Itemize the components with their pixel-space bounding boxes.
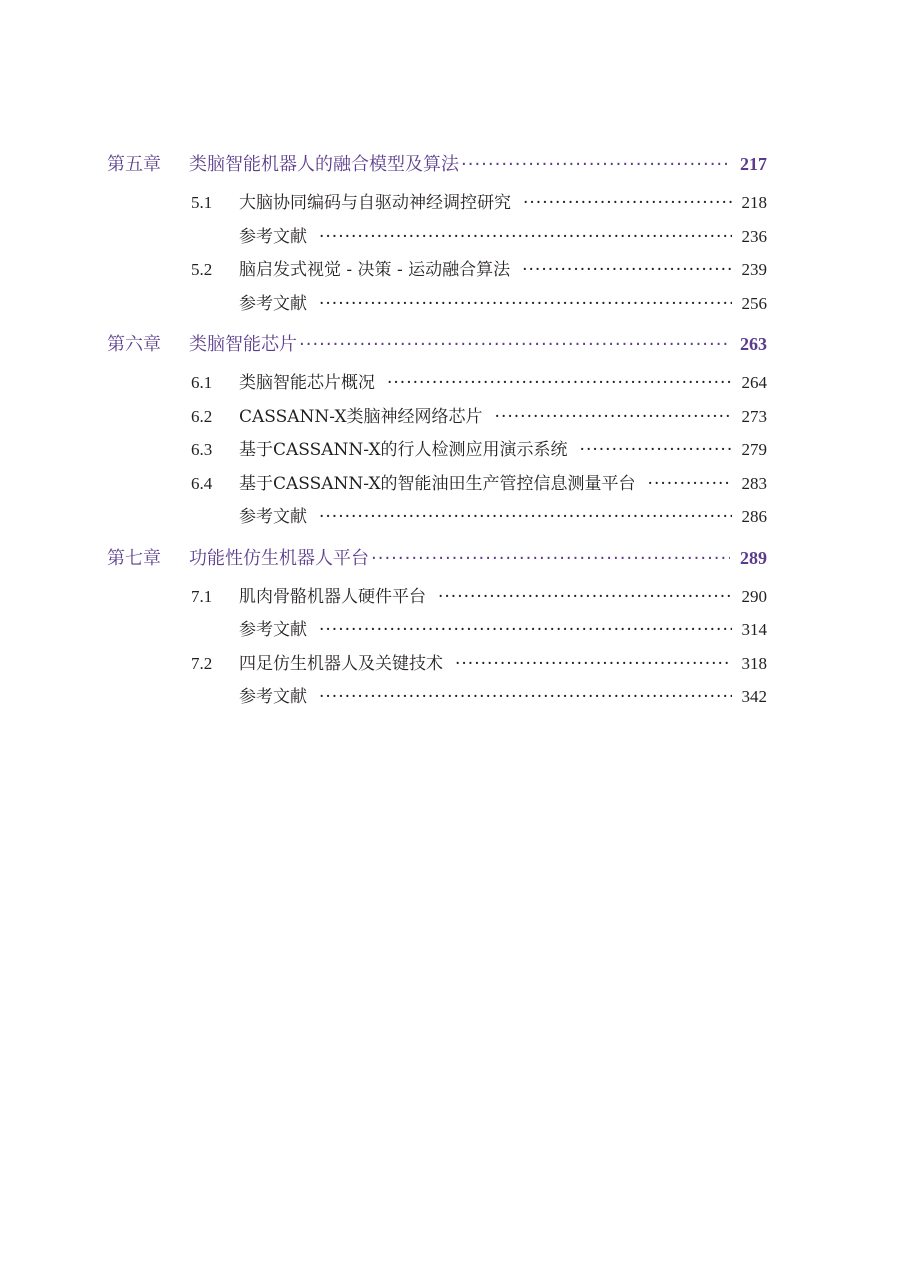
toc-entry-references[interactable]: [107, 289, 767, 323]
toc-entry[interactable]: [107, 469, 767, 503]
toc-entry-references[interactable]: [107, 615, 767, 649]
section-number: 6.4: [191, 473, 213, 493]
toc-entry-references[interactable]: [107, 222, 767, 256]
references-title: 参考文献: [239, 620, 307, 640]
dot-leader: [387, 373, 732, 393]
section-number: 6.3: [191, 440, 213, 459]
toc-entry[interactable]: [107, 188, 767, 222]
section-number: 7.1: [191, 586, 213, 606]
dot-leader: [522, 260, 731, 280]
section-title: 肌肉骨骼机器人硬件平台: [239, 586, 426, 607]
section-page-number: 342: [741, 687, 767, 706]
dot-leader: [319, 227, 732, 247]
dot-leader: [648, 474, 732, 494]
references-title: 参考文献: [239, 687, 307, 707]
section-page-number: 286: [741, 507, 767, 526]
section-number: 6.1: [191, 373, 213, 392]
chapter-number: 第五章: [107, 154, 161, 175]
section-page-number: 236: [741, 226, 767, 246]
chapter-page-number: 263: [740, 334, 767, 354]
chapter-6-sections: [107, 368, 767, 536]
section-page-number: 314: [741, 620, 767, 639]
section-title: 大脑协同编码与自驱动神经调控研究: [239, 193, 511, 213]
chapter-page-number: 289: [740, 547, 767, 568]
section-title: 基于CASSANN-X的智能油田生产管控信息测量平台: [239, 473, 636, 494]
chapter-7-heading[interactable]: [107, 544, 767, 578]
section-number: 6.2: [191, 406, 213, 426]
chapter-7-sections: [107, 582, 767, 716]
toc-entry[interactable]: [107, 582, 767, 616]
chapter-5-sections: [107, 188, 767, 322]
section-title: 类脑智能芯片概况: [239, 373, 375, 393]
toc-entry-references[interactable]: [107, 682, 767, 716]
section-page-number: 279: [741, 440, 767, 459]
section-title: 脑启发式视觉 - 决策 - 运动融合算法: [239, 260, 511, 280]
chapter-number: 第六章: [107, 334, 161, 355]
toc-entry[interactable]: [107, 255, 767, 289]
section-page-number: 283: [741, 473, 767, 493]
section-page-number: 273: [741, 406, 767, 426]
references-title: 参考文献: [239, 226, 307, 247]
section-title: 基于CASSANN-X的行人检测应用演示系统: [239, 440, 568, 460]
dot-leader: [319, 294, 732, 314]
section-title: CASSANN-X类脑神经网络芯片: [239, 406, 483, 427]
section-page-number: 218: [741, 193, 767, 212]
toc-entry-references[interactable]: [107, 502, 767, 536]
section-page-number: 290: [741, 586, 767, 606]
dot-leader: [438, 587, 732, 607]
dot-leader: [299, 334, 730, 355]
section-title: 四足仿生机器人及关键技术: [239, 653, 443, 674]
dot-leader: [523, 193, 732, 213]
dot-leader: [495, 407, 732, 427]
toc-entry[interactable]: [107, 368, 767, 402]
toc-entry[interactable]: [107, 435, 767, 469]
section-page-number: 264: [741, 373, 767, 392]
dot-leader: [319, 507, 732, 527]
dot-leader: [319, 687, 732, 707]
dot-leader: [319, 620, 732, 640]
section-page-number: 239: [741, 260, 767, 279]
chapter-6-heading[interactable]: [107, 330, 767, 364]
toc-entry[interactable]: [107, 402, 767, 436]
chapter-number: 第七章: [107, 547, 161, 569]
section-page-number: 256: [741, 293, 767, 313]
section-number: 5.1: [191, 193, 213, 212]
references-title: 参考文献: [239, 293, 307, 314]
dot-leader: [455, 654, 732, 674]
dot-leader: [580, 440, 732, 460]
section-number: 7.2: [191, 653, 213, 673]
chapter-title: 功能性仿生机器人平台: [189, 547, 369, 569]
chapter-5-heading[interactable]: [107, 150, 767, 184]
section-page-number: 318: [741, 653, 767, 673]
chapter-page-number: 217: [740, 154, 767, 174]
chapter-title: 类脑智能芯片: [189, 334, 297, 355]
dot-leader: [371, 548, 730, 569]
toc-entry[interactable]: [107, 649, 767, 683]
section-number: 5.2: [191, 260, 213, 279]
dot-leader: [461, 154, 730, 175]
chapter-title: 类脑智能机器人的融合模型及算法: [189, 154, 459, 175]
table-of-contents: [107, 150, 767, 724]
references-title: 参考文献: [239, 507, 307, 527]
